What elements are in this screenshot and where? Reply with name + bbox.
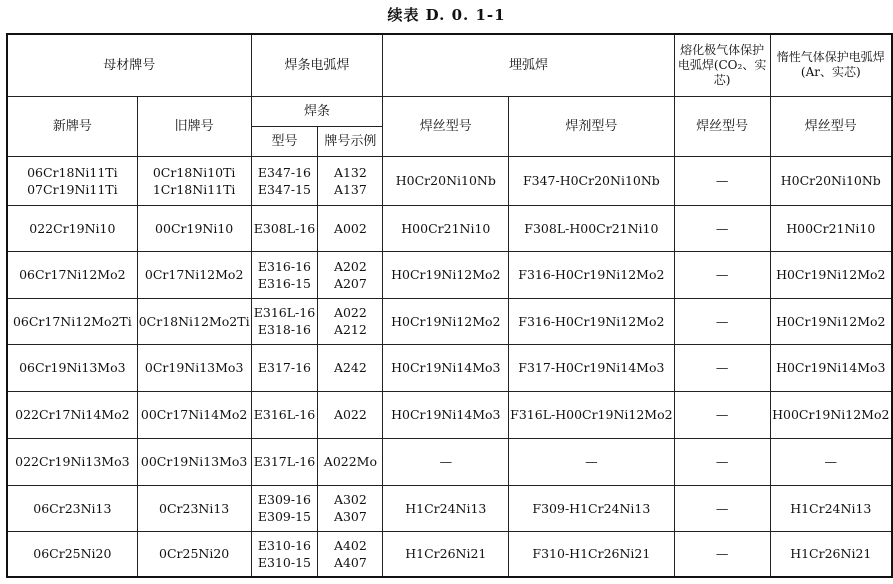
header-gmaw-wire: 焊丝型号 xyxy=(674,96,770,156)
table-row xyxy=(7,438,892,485)
electrode-brand-line: A132 xyxy=(333,164,367,180)
base-old-grade-line: 0Cr19Ni13Mo3 xyxy=(144,360,244,375)
electrode-type-cell xyxy=(251,344,318,391)
gmaw-wire-cell: — xyxy=(674,344,770,391)
electrode-type-cell xyxy=(251,205,318,251)
electrode-type-line: E347-16 xyxy=(257,164,312,180)
electrode-type-line: E310-16 xyxy=(257,537,312,553)
saw-wire-cell: H0Cr19Ni14Mo3 xyxy=(383,391,509,438)
base-new-grade-cell xyxy=(7,391,137,438)
gtaw-wire-cell: H1Cr26Ni21 xyxy=(770,531,892,577)
header-gmaw: 熔化极气体保护电弧焊(CO₂、实芯) xyxy=(674,34,770,96)
saw-wire-cell: H0Cr19Ni12Mo2 xyxy=(383,251,509,298)
gmaw-wire-cell: — xyxy=(674,391,770,438)
electrode-type-cell xyxy=(251,391,318,438)
electrode-brand-line: A302 xyxy=(333,492,367,507)
electrode-brand-line: A407 xyxy=(333,554,367,570)
electrode-type-cell xyxy=(251,438,318,485)
electrode-brand-line: A002 xyxy=(333,220,367,236)
header-new-grade: 新牌号 xyxy=(7,96,137,156)
electrode-brand-cell xyxy=(318,298,383,344)
table-row xyxy=(7,298,892,344)
base-old-grade-line: 0Cr17Ni12Mo2 xyxy=(144,267,244,282)
header-gtaw: 惰性气体保护电弧焊(Ar、实芯) xyxy=(770,34,892,96)
electrode-type-line: E316-15 xyxy=(257,275,312,291)
base-old-grade-line: 00Cr19Ni13Mo3 xyxy=(140,454,248,469)
header-type: 型号 xyxy=(251,126,318,156)
saw-flux-cell: F316-H0Cr19Ni12Mo2 xyxy=(509,251,674,298)
saw-flux-cell: F316L-H00Cr19Ni12Mo2 xyxy=(509,391,674,438)
electrode-brand-line: A022Mo xyxy=(323,454,378,469)
saw-flux-cell: F317-H0Cr19Ni14Mo3 xyxy=(509,344,674,391)
base-old-grade-line: 1Cr18Ni11Ti xyxy=(152,181,236,197)
base-new-grade-line: 06Cr17Ni12Mo2Ti xyxy=(12,313,132,329)
gmaw-wire-cell: — xyxy=(674,251,770,298)
electrode-brand-cell xyxy=(318,531,383,577)
gtaw-wire-cell: H0Cr19Ni12Mo2 xyxy=(770,251,892,298)
table-row xyxy=(7,251,892,298)
gtaw-wire-cell: H1Cr24Ni13 xyxy=(770,485,892,531)
header-base-metal: 母材牌号 xyxy=(7,34,251,96)
base-new-grade-line: 06Cr23Ni13 xyxy=(33,500,112,516)
header-old-grade: 旧牌号 xyxy=(137,96,251,156)
gtaw-wire-cell: — xyxy=(770,438,892,485)
saw-wire-cell: H1Cr26Ni21 xyxy=(383,531,509,577)
electrode-type-line: E308L-16 xyxy=(253,220,316,236)
base-new-grade-cell xyxy=(7,485,137,531)
saw-flux-cell: F310-H1Cr26Ni21 xyxy=(509,531,674,577)
gtaw-wire-cell: H0Cr19Ni14Mo3 xyxy=(770,344,892,391)
base-new-grade-line: 07Cr19Ni11Ti xyxy=(27,181,118,197)
base-new-grade-cell xyxy=(7,205,137,251)
base-old-grade-cell xyxy=(137,531,251,577)
base-new-grade-cell xyxy=(7,438,137,485)
gmaw-wire-cell: — xyxy=(674,438,770,485)
base-old-grade-cell xyxy=(137,156,251,205)
electrode-brand-line: A207 xyxy=(333,275,367,291)
electrode-brand-line: A402 xyxy=(333,537,367,553)
table-row xyxy=(7,205,892,251)
base-new-grade-cell xyxy=(7,531,137,577)
electrode-brand-line: A137 xyxy=(333,181,367,197)
electrode-type-line: E317L-16 xyxy=(253,454,316,469)
base-old-grade-line: 0Cr23Ni13 xyxy=(159,500,230,516)
electrode-brand-line: A202 xyxy=(333,258,367,274)
table-row xyxy=(7,485,892,531)
saw-wire-cell: H0Cr19Ni12Mo2 xyxy=(383,298,509,344)
electrode-brand-cell xyxy=(318,438,383,485)
electrode-brand-line: A022 xyxy=(333,305,367,320)
electrode-type-cell xyxy=(251,298,318,344)
electrode-type-line: E310-15 xyxy=(257,554,312,570)
saw-wire-cell: H0Cr19Ni14Mo3 xyxy=(383,344,509,391)
saw-flux-cell: F347-H0Cr20Ni10Nb xyxy=(509,156,674,205)
base-new-grade-line: 06Cr18Ni11Ti xyxy=(27,164,118,180)
base-new-grade-line: 06Cr25Ni20 xyxy=(33,546,112,562)
electrode-brand-line: A242 xyxy=(333,360,367,375)
saw-wire-cell: — xyxy=(383,438,509,485)
electrode-type-cell xyxy=(251,156,318,205)
base-old-grade-line: 0Cr18Ni10Ti xyxy=(152,164,236,180)
saw-wire-cell: H0Cr20Ni10Nb xyxy=(383,156,509,205)
table-row xyxy=(7,344,892,391)
table-row xyxy=(7,156,892,205)
welding-material-table xyxy=(6,33,893,578)
base-new-grade-line: 022Cr17Ni14Mo2 xyxy=(15,407,130,422)
base-new-grade-cell xyxy=(7,251,137,298)
electrode-brand-line: A212 xyxy=(333,322,367,337)
base-new-grade-line: 022Cr19Ni10 xyxy=(29,220,116,236)
header-brand-example: 牌号示例 xyxy=(318,126,383,156)
saw-wire-cell: H1Cr24Ni13 xyxy=(383,485,509,531)
gmaw-wire-cell: — xyxy=(674,531,770,577)
gtaw-wire-cell: H0Cr19Ni12Mo2 xyxy=(770,298,892,344)
electrode-brand-cell xyxy=(318,156,383,205)
base-new-grade-cell xyxy=(7,156,137,205)
electrode-brand-line: A307 xyxy=(333,509,367,524)
saw-flux-cell: F308L-H00Cr21Ni10 xyxy=(509,205,674,251)
base-old-grade-line: 0Cr18Ni12Mo2Ti xyxy=(138,313,250,329)
electrode-brand-cell xyxy=(318,205,383,251)
base-old-grade-cell xyxy=(137,391,251,438)
base-old-grade-cell xyxy=(137,298,251,344)
gmaw-wire-cell: — xyxy=(674,298,770,344)
electrode-type-cell xyxy=(251,531,318,577)
saw-flux-cell: F316-H0Cr19Ni12Mo2 xyxy=(509,298,674,344)
base-new-grade-cell xyxy=(7,344,137,391)
electrode-type-line: E309-16 xyxy=(257,492,312,507)
electrode-type-cell xyxy=(251,251,318,298)
base-old-grade-cell xyxy=(137,251,251,298)
gmaw-wire-cell: — xyxy=(674,156,770,205)
electrode-type-line: E316L-16 xyxy=(253,305,316,320)
electrode-brand-cell xyxy=(318,485,383,531)
electrode-type-line: E309-15 xyxy=(257,509,312,524)
base-new-grade-cell xyxy=(7,298,137,344)
base-old-grade-line: 0Cr25Ni20 xyxy=(159,546,230,562)
saw-wire-cell: H00Cr21Ni10 xyxy=(383,205,509,251)
header-flux-type: 焊剂型号 xyxy=(509,96,674,156)
saw-flux-cell: — xyxy=(509,438,674,485)
electrode-type-cell xyxy=(251,485,318,531)
header-saw: 埋弧焊 xyxy=(383,34,674,96)
base-old-grade-cell xyxy=(137,485,251,531)
electrode-type-line: E317-16 xyxy=(257,360,312,375)
base-new-grade-line: 06Cr19Ni13Mo3 xyxy=(19,360,126,375)
electrode-type-line: E316-16 xyxy=(257,258,312,274)
electrode-type-line: E347-15 xyxy=(257,181,312,197)
header-wire-type: 焊丝型号 xyxy=(383,96,509,156)
header-smaw: 焊条电弧焊 xyxy=(251,34,383,96)
electrode-brand-cell xyxy=(318,344,383,391)
gtaw-wire-cell: H0Cr20Ni10Nb xyxy=(770,156,892,205)
electrode-type-line: E316L-16 xyxy=(253,407,316,422)
gtaw-wire-cell: H00Cr21Ni10 xyxy=(770,205,892,251)
electrode-brand-cell xyxy=(318,391,383,438)
gmaw-wire-cell: — xyxy=(674,205,770,251)
base-old-grade-cell xyxy=(137,344,251,391)
table-row xyxy=(7,391,892,438)
base-new-grade-line: 022Cr19Ni13Mo3 xyxy=(15,454,130,469)
header-gtaw-wire: 焊丝型号 xyxy=(770,96,892,156)
base-old-grade-line: 00Cr19Ni10 xyxy=(155,220,234,236)
table-row xyxy=(7,531,892,577)
base-old-grade-cell xyxy=(137,205,251,251)
base-new-grade-line: 06Cr17Ni12Mo2 xyxy=(19,267,126,282)
base-old-grade-cell xyxy=(137,438,251,485)
table-title: 续表 D. 0. 1-1 xyxy=(387,6,506,24)
electrode-type-line: E318-16 xyxy=(257,322,312,337)
base-old-grade-line: 00Cr17Ni14Mo2 xyxy=(140,407,248,422)
saw-flux-cell: F309-H1Cr24Ni13 xyxy=(509,485,674,531)
electrode-brand-cell xyxy=(318,251,383,298)
gmaw-wire-cell: — xyxy=(674,485,770,531)
gtaw-wire-cell: H00Cr19Ni12Mo2 xyxy=(770,391,892,438)
electrode-brand-line: A022 xyxy=(333,407,367,422)
header-electrode: 焊条 xyxy=(251,96,383,126)
